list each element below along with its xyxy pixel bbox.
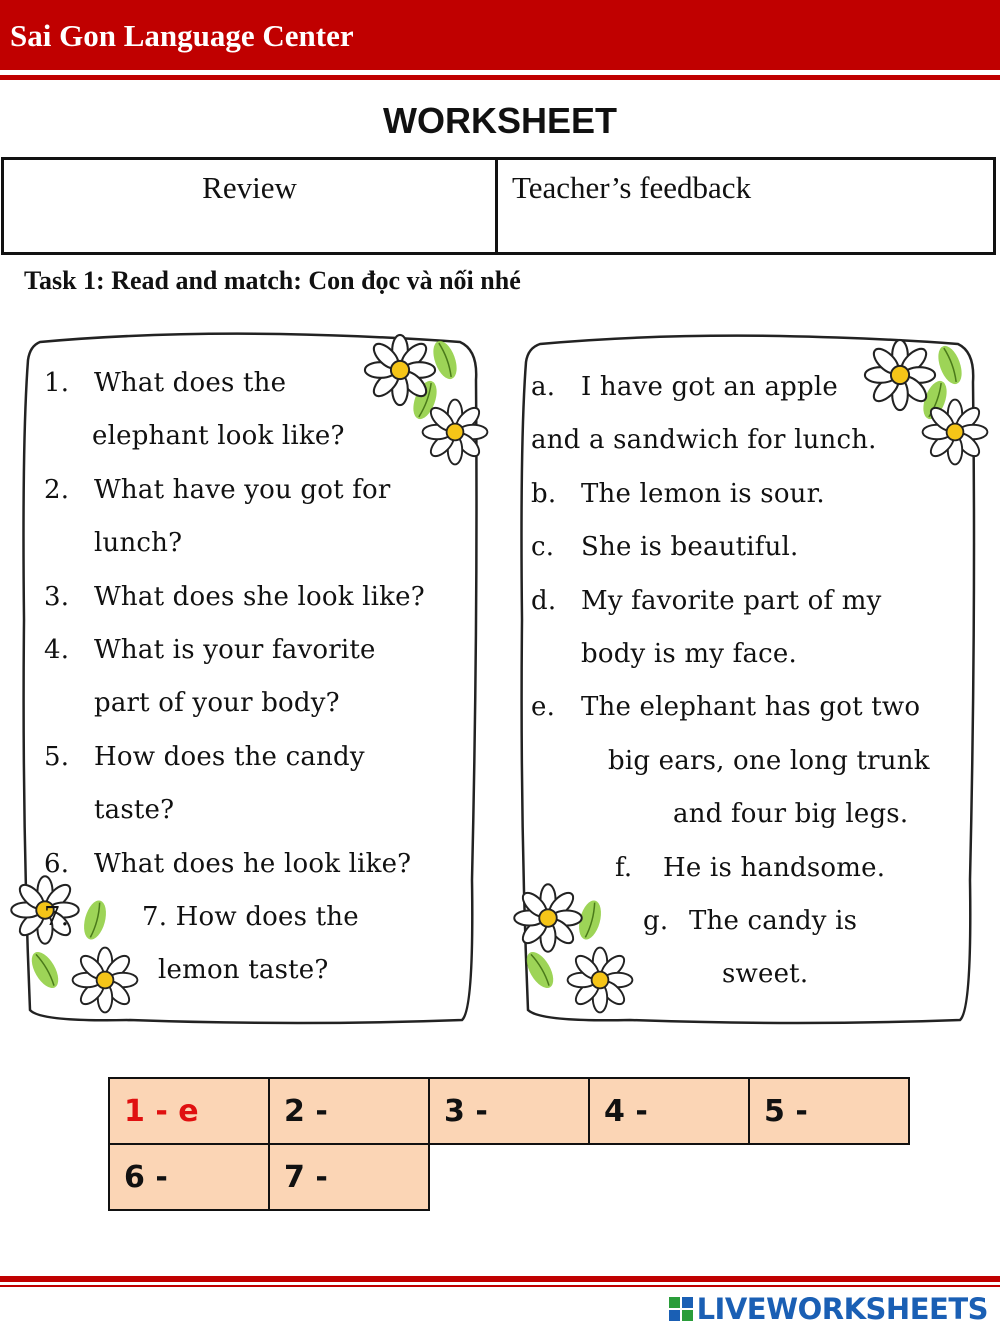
- footer-divider: [0, 1276, 1000, 1282]
- answer-letter: f.: [615, 852, 633, 883]
- answer-text: He is handsome.: [663, 852, 886, 883]
- brand-name: LIVEWORKSHEETS: [696, 1292, 988, 1326]
- question-4: [44, 624, 474, 677]
- question-5-cont: taste?: [94, 795, 175, 826]
- answer-e-cont2: and four big legs.: [673, 799, 909, 830]
- empty-cell: [429, 1144, 589, 1210]
- answer-letter: e.: [531, 692, 556, 723]
- answer-f: [531, 842, 971, 895]
- question-1-cont: elephant look like?: [92, 421, 345, 452]
- answer-cell-5[interactable]: 5 -: [749, 1078, 909, 1144]
- answer-c: [531, 521, 971, 574]
- answer-cell-2[interactable]: 2 -: [269, 1078, 429, 1144]
- answer-letter: g.: [643, 905, 669, 936]
- answer-text: The elephant has got two: [581, 692, 921, 723]
- liveworksheets-logo[interactable]: [669, 1292, 988, 1326]
- empty-cell: [589, 1144, 749, 1210]
- answer-e: [531, 681, 971, 734]
- answer-grid: [108, 1077, 910, 1211]
- question-4-cont: part of your body?: [94, 688, 340, 719]
- answer-text: She is beautiful.: [581, 532, 799, 563]
- answer-g: [531, 895, 971, 948]
- question-text: 7. How does the: [142, 901, 359, 932]
- answer-g-cont: sweet.: [722, 959, 809, 990]
- question-number: 1.: [44, 368, 70, 398]
- question-number: 4.: [44, 634, 70, 665]
- review-table: [1, 157, 996, 255]
- question-5: [44, 731, 474, 784]
- answers-list: [531, 361, 971, 1002]
- footer-divider-thin: [0, 1285, 1000, 1287]
- header-divider: [0, 75, 1000, 80]
- question-text: What does he look like?: [94, 848, 412, 879]
- question-7: [44, 891, 474, 944]
- question-text: What have you got for: [94, 474, 391, 505]
- answer-b: [531, 468, 971, 521]
- question-text: What is your favorite: [94, 634, 376, 665]
- answer-a-cont: and a sandwich for lunch.: [531, 425, 877, 456]
- answer-e-cont: big ears, one long trunk: [608, 745, 930, 776]
- liveworksheets-icon: [669, 1297, 693, 1321]
- center-name: Sai Gon Language Center: [10, 18, 354, 53]
- questions-list: [44, 357, 474, 998]
- answer-d: [531, 575, 971, 628]
- question-text: How does the candy: [94, 741, 365, 772]
- answer-text: My favorite part of my: [581, 585, 882, 616]
- answer-cell-7[interactable]: 7 -: [269, 1144, 429, 1210]
- question-2-cont: lunch?: [94, 528, 183, 559]
- review-cell: Review: [4, 160, 498, 252]
- question-number: 6.: [44, 848, 70, 879]
- worksheet-title: WORKSHEET: [383, 100, 617, 141]
- task-title: Task 1: Read and match: Con đọc và nối nhé: [24, 266, 521, 295]
- teacher-feedback-cell: Teacher’s feedback: [512, 170, 752, 205]
- answer-text: The lemon is sour.: [581, 478, 825, 509]
- answer-text: The candy is: [689, 905, 858, 936]
- answer-d-cont: body is my face.: [581, 638, 797, 669]
- answer-letter: c.: [531, 532, 555, 563]
- question-6: [44, 838, 474, 891]
- answer-cell-4[interactable]: 4 -: [589, 1078, 749, 1144]
- answer-letter: d.: [531, 585, 557, 616]
- answer-text: I have got an apple: [581, 372, 838, 402]
- answer-a: [531, 361, 971, 414]
- answer-cell-1[interactable]: 1 - e: [109, 1078, 269, 1144]
- answer-letter: a.: [531, 372, 556, 402]
- question-number: 7.: [44, 901, 70, 932]
- answer-cell-3[interactable]: 3 -: [429, 1078, 589, 1144]
- question-number: 2.: [44, 474, 70, 505]
- question-number: 5.: [44, 741, 70, 772]
- question-number: 3.: [44, 581, 70, 612]
- header-bar: [0, 0, 1000, 70]
- answer-grid-row: [109, 1144, 909, 1210]
- answer-cell-6[interactable]: 6 -: [109, 1144, 269, 1210]
- question-3: [44, 571, 474, 624]
- question-1: [44, 357, 474, 410]
- answer-grid-row: [109, 1078, 909, 1144]
- empty-cell: [749, 1144, 909, 1210]
- question-2: [44, 464, 474, 517]
- question-text: What does she look like?: [94, 581, 425, 612]
- question-text: What does the: [94, 368, 287, 398]
- answer-letter: b.: [531, 478, 557, 509]
- question-7-cont: lemon taste?: [158, 955, 329, 986]
